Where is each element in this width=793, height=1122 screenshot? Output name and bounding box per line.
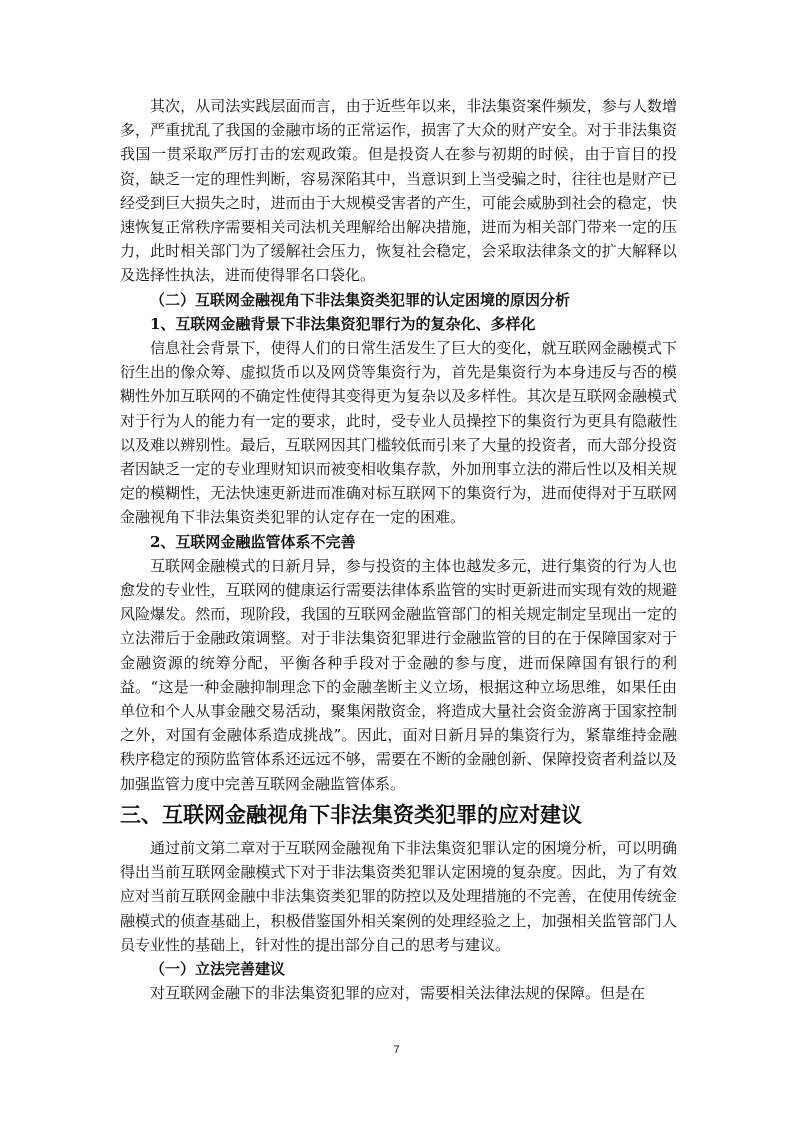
section-heading: （一）立法完善建议 (150, 959, 286, 978)
body-paragraph: 其次，从司法实践层面而言，由于近些年以来，非法集资案件频发，参与人数增多，严重扰乱了我国的金融市场的正常运作，损害了大众的财产安全。对于非法集资我国一贯采取严厉打击的宏观政策。但是投资人在参与初期的时候，由于盲目的投资，缺乏一定的理性判断，容易深陷其中，当意识到上当受骗之时，往往也是财产已经受到巨大损失之时，进而由于大规模受害者的产生，可能会威胁到社会的稳定，快速恢复正常秩序需要相关司法机关理解给出解决措施，进而为相关部门带来一定的压力，此时相关部门为了缓解社会压力，恢复社会稳定，会采取法律条文的扩大解释以及选择性执法，进而使得罪名口袋化。 (120, 97, 677, 285)
subsection-heading: 1、互联网金融背景下非法集资犯罪行为的复杂化、多样化 (150, 314, 536, 333)
chapter-heading: 三、互联网金融视角下非法集资类犯罪的应对建议 (120, 802, 582, 827)
body-paragraph: 对互联网金融下的非法集资犯罪的应对，需要相关法律法规的保障。但是在 (150, 984, 646, 1003)
body-paragraph: 通过前文第二章对于互联网金融视角下非法集资犯罪认定的困境分析，可以明确得出当前互联网金融模式下对于非法集资类犯罪认定困境的复杂度。因此，为了有效应对当前互联网金融中非法集资类犯罪的防控以及处理措施的不完善，在使用传统金融模式的侦查基础上，积极借鉴国外相关案例的处理经验之上，加强相关监管部门人员专业性的基础上，针对性的提出部分自己的思考与建议。 (120, 838, 677, 954)
section-heading: （二）互联网金融视角下非法集资类犯罪的认定困境的原因分析 (150, 290, 571, 309)
page-number: 7 (393, 1044, 400, 1056)
body-paragraph: 互联网金融模式的日新月异，参与投资的主体也越发多元，进行集资的行为人也愈发的专业性，互联网的健康运行需要法律体系监管的实时更新进而实现有效的规避风险爆发。然而，现阶段，我国的互联网金融监管部门的相关规定制定呈现出一定的立法滞后于金融政策调整。对于非法集资犯罪进行金融监管的目的在于保障国家对于金融资源的统筹分配，平衡各种手段对于金融的参与度，进而保障国有银行的利益。“这是一种金融抑制理念下的金融垄断主义立场，根据这种立场思维，如果任由单位和个人从事金融交易活动，聚集闲散资金，将造成大量社会资金游离于国家控制之外，对国有金融体系造成挑战”。因此，面对日新月异的集资行为，紧靠维持金融秩序稳定的预防监管体系还远远不够，需要在不断的金融创新、保障投资者利益以及加强监管力度中完善互联网金融监管体系。 (120, 556, 677, 793)
body-paragraph: 信息社会背景下，使得人们的日常生活发生了巨大的变化，就互联网金融模式下衍生出的像众筹、虚拟货币以及网贷等集资行为，首先是集资行为本身违反与否的模糊性外加互联网的不确定性使得其变得更为复杂以及多样性。其次是互联网金融模式对于行为人的能力有一定的要求，此时，受专业人员操控下的集资行为更具有隐蔽性以及难以辨别性。最后，互联网因其门槛较低而引来了大量的投资者，而大部分投资者因缺乏一定的专业理财知识而被变相收集存款，外加刑事立法的滞后性以及相关规定的模糊性，无法快速更新进而准确对标互联网下的集资行为，进而使得对于互联网金融视角下非法集资类犯罪的认定存在一定的困难。 (120, 339, 677, 527)
page-content (120, 94, 677, 1005)
subsection-heading: 2、互联网金融监管体系不完善 (150, 532, 356, 551)
